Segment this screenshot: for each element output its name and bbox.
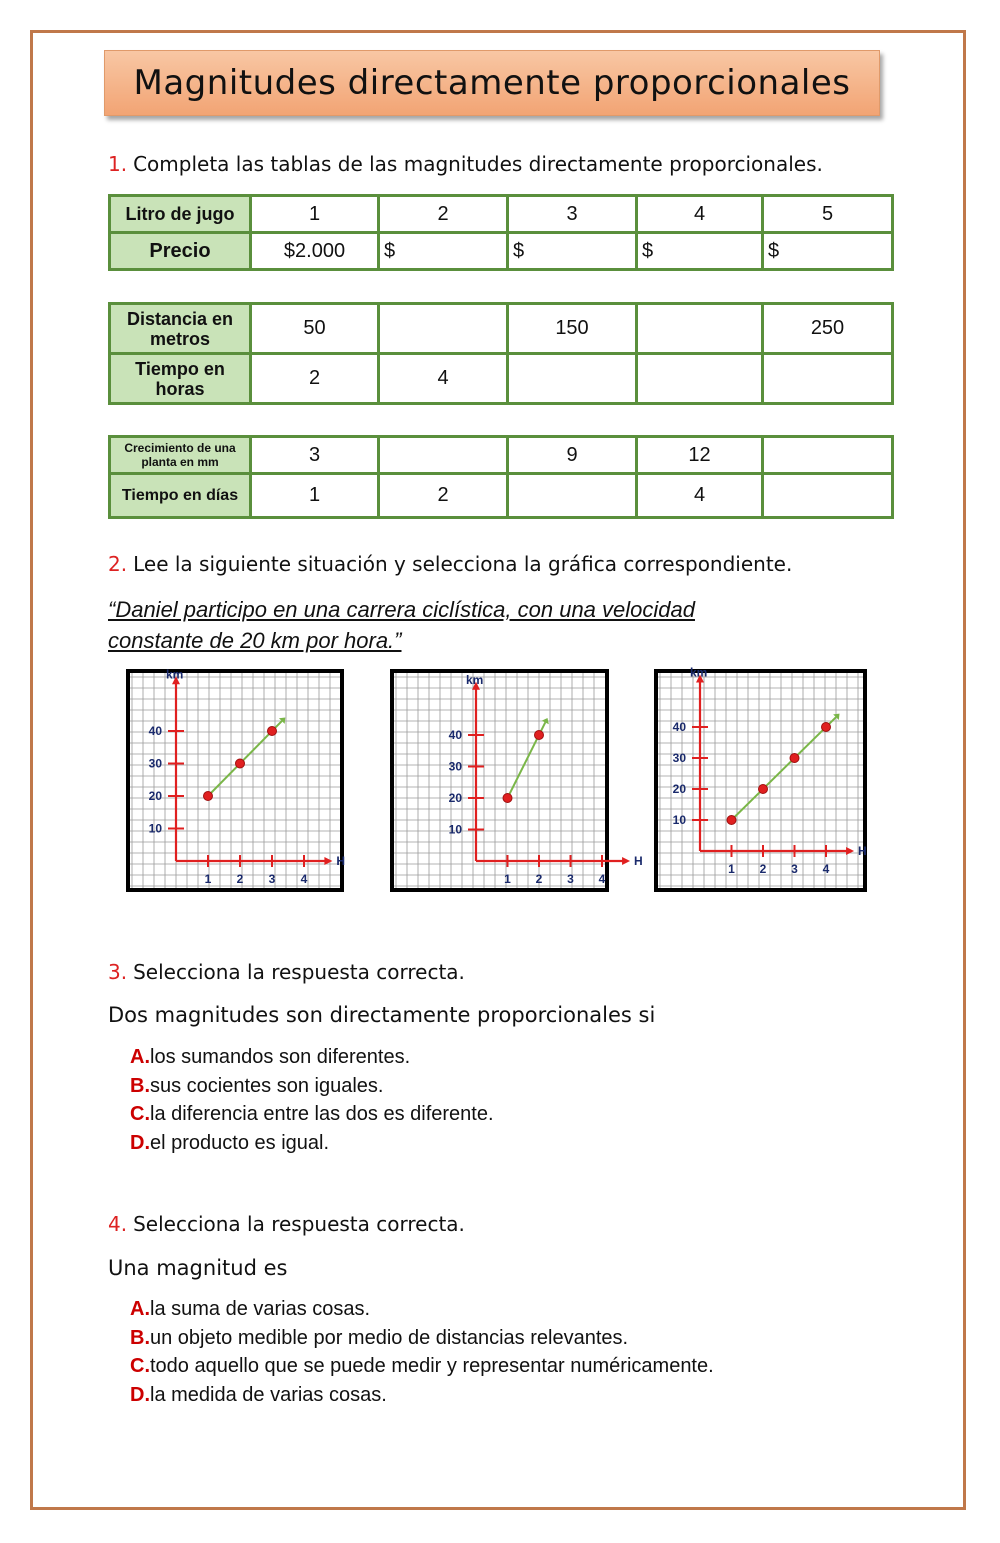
graph-option-2-chart bbox=[394, 672, 643, 888]
answer-input-cell[interactable] bbox=[763, 437, 893, 474]
x-tick-label: 2 bbox=[535, 872, 543, 886]
option-b[interactable] bbox=[130, 1324, 714, 1353]
answer-input-cell[interactable] bbox=[508, 474, 637, 518]
table-cell: 12 bbox=[637, 437, 763, 474]
table-cell: 3 bbox=[508, 196, 637, 233]
title-banner bbox=[104, 50, 880, 116]
y-tick-label: 30 bbox=[148, 756, 162, 771]
question-3 bbox=[108, 960, 465, 984]
x-axis-label: H bbox=[634, 854, 643, 868]
x-axis-label: H bbox=[858, 844, 867, 858]
option-b[interactable] bbox=[130, 1072, 494, 1101]
table-row bbox=[110, 437, 893, 474]
quote-line-1: “Daniel participo en una carrera ciclística, con una velocidad bbox=[108, 597, 695, 622]
answer-input-cell[interactable]: $ bbox=[763, 233, 893, 270]
table-cell: 50 bbox=[251, 304, 379, 354]
row-header: Distancia en metros bbox=[110, 304, 251, 354]
question-4-number: 4. bbox=[108, 1212, 128, 1236]
answer-input-cell[interactable]: $ bbox=[508, 233, 637, 270]
y-tick-label: 40 bbox=[148, 724, 162, 738]
option-c[interactable] bbox=[130, 1100, 494, 1129]
table-distance-time bbox=[108, 302, 894, 405]
question-3-stem: Dos magnitudes son directamente proporcionales si bbox=[108, 1003, 656, 1027]
answer-input-cell[interactable] bbox=[763, 354, 893, 404]
graph-option-1[interactable] bbox=[126, 669, 344, 892]
table-plant-growth bbox=[108, 435, 894, 519]
table-row bbox=[110, 474, 893, 518]
y-tick-label: 40 bbox=[672, 720, 686, 734]
table-cell: 4 bbox=[637, 474, 763, 518]
x-tick-label: 4 bbox=[300, 872, 308, 886]
question-1-text: Completa las tablas de las magnitudes directamente proporcionales. bbox=[133, 152, 823, 176]
y-tick-label: 40 bbox=[448, 728, 462, 742]
table-row bbox=[110, 304, 893, 354]
y-tick-label: 10 bbox=[148, 821, 162, 836]
question-3-number: 3. bbox=[108, 960, 128, 984]
answer-input-cell[interactable] bbox=[379, 304, 508, 354]
option-letter: B. bbox=[130, 1074, 150, 1097]
question-3-options bbox=[130, 1043, 494, 1157]
x-axis-label: H bbox=[336, 854, 346, 868]
question-1 bbox=[108, 152, 823, 176]
option-letter: D. bbox=[130, 1383, 150, 1406]
option-d[interactable] bbox=[130, 1381, 714, 1410]
option-letter: A. bbox=[130, 1046, 150, 1068]
x-tick-label: 2 bbox=[759, 862, 767, 876]
data-point bbox=[503, 794, 512, 803]
question-1-number: 1. bbox=[108, 152, 128, 176]
page-title: Magnitudes directamente proporcionales bbox=[133, 63, 851, 103]
question-4 bbox=[108, 1212, 465, 1236]
question-3-text: Selecciona la respuesta correcta. bbox=[133, 960, 465, 984]
question-4-text: Selecciona la respuesta correcta. bbox=[133, 1212, 465, 1236]
option-text: los sumandos son diferentes. bbox=[150, 1046, 411, 1068]
x-tick-label: 3 bbox=[791, 862, 798, 876]
table-cell: 4 bbox=[637, 196, 763, 233]
table-cell: 9 bbox=[508, 437, 637, 474]
quote-line-2: constante de 20 km por hora.” bbox=[108, 628, 402, 653]
table-cell: 2 bbox=[251, 354, 379, 404]
option-text: todo aquello que se puede medir y representar numéricamente. bbox=[150, 1355, 714, 1377]
y-tick-label: 20 bbox=[672, 782, 686, 796]
table-cell: 1 bbox=[251, 474, 379, 518]
option-text: un objeto medible por medio de distancias relevantes. bbox=[150, 1326, 629, 1349]
question-2-number: 2. bbox=[108, 552, 128, 576]
row-header: Crecimiento de una planta en mm bbox=[110, 437, 251, 474]
option-a[interactable] bbox=[130, 1295, 714, 1324]
x-tick-label: 4 bbox=[822, 862, 830, 876]
answer-input-cell[interactable] bbox=[508, 354, 637, 404]
graph-option-1-chart bbox=[130, 667, 346, 888]
graph-option-2[interactable] bbox=[390, 669, 643, 892]
x-tick-label: 1 bbox=[504, 872, 511, 886]
option-c[interactable] bbox=[130, 1352, 714, 1381]
table-cell: 4 bbox=[379, 354, 508, 404]
table-row bbox=[110, 354, 893, 404]
option-text: el producto es igual. bbox=[150, 1131, 330, 1154]
data-point bbox=[268, 727, 277, 736]
answer-input-cell[interactable]: $ bbox=[379, 233, 508, 270]
data-point bbox=[727, 816, 736, 825]
option-letter: B. bbox=[130, 1326, 150, 1349]
question-2-text: Lee la siguiente situación y selecciona la gráfica correspondiente. bbox=[133, 552, 793, 576]
answer-input-cell[interactable] bbox=[379, 437, 508, 474]
data-point bbox=[535, 731, 544, 740]
table-row bbox=[110, 196, 893, 233]
table-cell: 150 bbox=[508, 304, 637, 354]
x-axis-arrow-icon bbox=[846, 847, 854, 855]
table-cell: $2.000 bbox=[251, 233, 379, 270]
option-letter: D. bbox=[130, 1131, 150, 1154]
graph-option-3-chart bbox=[658, 665, 867, 888]
answer-input-cell[interactable] bbox=[763, 474, 893, 518]
row-header: Precio bbox=[110, 233, 251, 270]
table-cell: 3 bbox=[251, 437, 379, 474]
y-tick-label: 20 bbox=[448, 791, 462, 805]
option-text: la suma de varias cosas. bbox=[150, 1298, 371, 1320]
option-text: la medida de varias cosas. bbox=[150, 1383, 387, 1406]
y-axis-label: km bbox=[466, 672, 484, 687]
table-row bbox=[110, 233, 893, 270]
x-tick-label: 1 bbox=[728, 862, 735, 876]
question-2 bbox=[108, 552, 792, 576]
x-tick-label: 3 bbox=[268, 872, 276, 886]
data-point bbox=[790, 754, 799, 763]
option-letter: C. bbox=[130, 1103, 150, 1125]
question-4-options bbox=[130, 1295, 714, 1409]
option-text: sus cocientes son iguales. bbox=[150, 1074, 384, 1097]
option-letter: C. bbox=[130, 1355, 150, 1377]
graph-option-3[interactable] bbox=[654, 665, 867, 892]
situation-quote bbox=[108, 594, 695, 656]
x-tick-label: 2 bbox=[236, 872, 244, 886]
answer-input-cell[interactable]: $ bbox=[637, 233, 763, 270]
data-point bbox=[822, 723, 831, 732]
y-tick-label: 30 bbox=[672, 751, 686, 765]
table-cell: 5 bbox=[763, 196, 893, 233]
question-4-stem: Una magnitud es bbox=[108, 1256, 288, 1280]
row-header: Tiempo en días bbox=[110, 474, 251, 518]
table-juice-price bbox=[108, 194, 894, 271]
y-tick-label: 20 bbox=[148, 789, 162, 803]
x-tick-label: 3 bbox=[567, 872, 574, 886]
table-cell: 1 bbox=[251, 196, 379, 233]
series-line bbox=[732, 717, 836, 820]
table-cell: 250 bbox=[763, 304, 893, 354]
data-point bbox=[204, 792, 213, 801]
table-cell: 2 bbox=[379, 196, 508, 233]
option-text: la diferencia entre las dos es diferente. bbox=[150, 1103, 494, 1125]
row-header: Tiempo en horas bbox=[110, 354, 251, 404]
x-tick-label: 4 bbox=[598, 872, 606, 886]
y-tick-label: 10 bbox=[672, 813, 686, 827]
data-point bbox=[236, 759, 245, 768]
y-tick-label: 10 bbox=[448, 822, 462, 837]
row-header: Litro de jugo bbox=[110, 196, 251, 233]
y-tick-label: 30 bbox=[448, 759, 462, 774]
table-cell: 2 bbox=[379, 474, 508, 518]
data-point bbox=[759, 785, 768, 794]
option-d[interactable] bbox=[130, 1129, 494, 1158]
x-tick-label: 1 bbox=[204, 872, 212, 886]
option-a[interactable] bbox=[130, 1043, 494, 1072]
answer-input-cell[interactable] bbox=[637, 354, 763, 404]
y-axis-label: km bbox=[166, 667, 184, 682]
y-axis-label: km bbox=[690, 665, 708, 680]
option-letter: A. bbox=[130, 1298, 150, 1320]
answer-input-cell[interactable] bbox=[637, 304, 763, 354]
